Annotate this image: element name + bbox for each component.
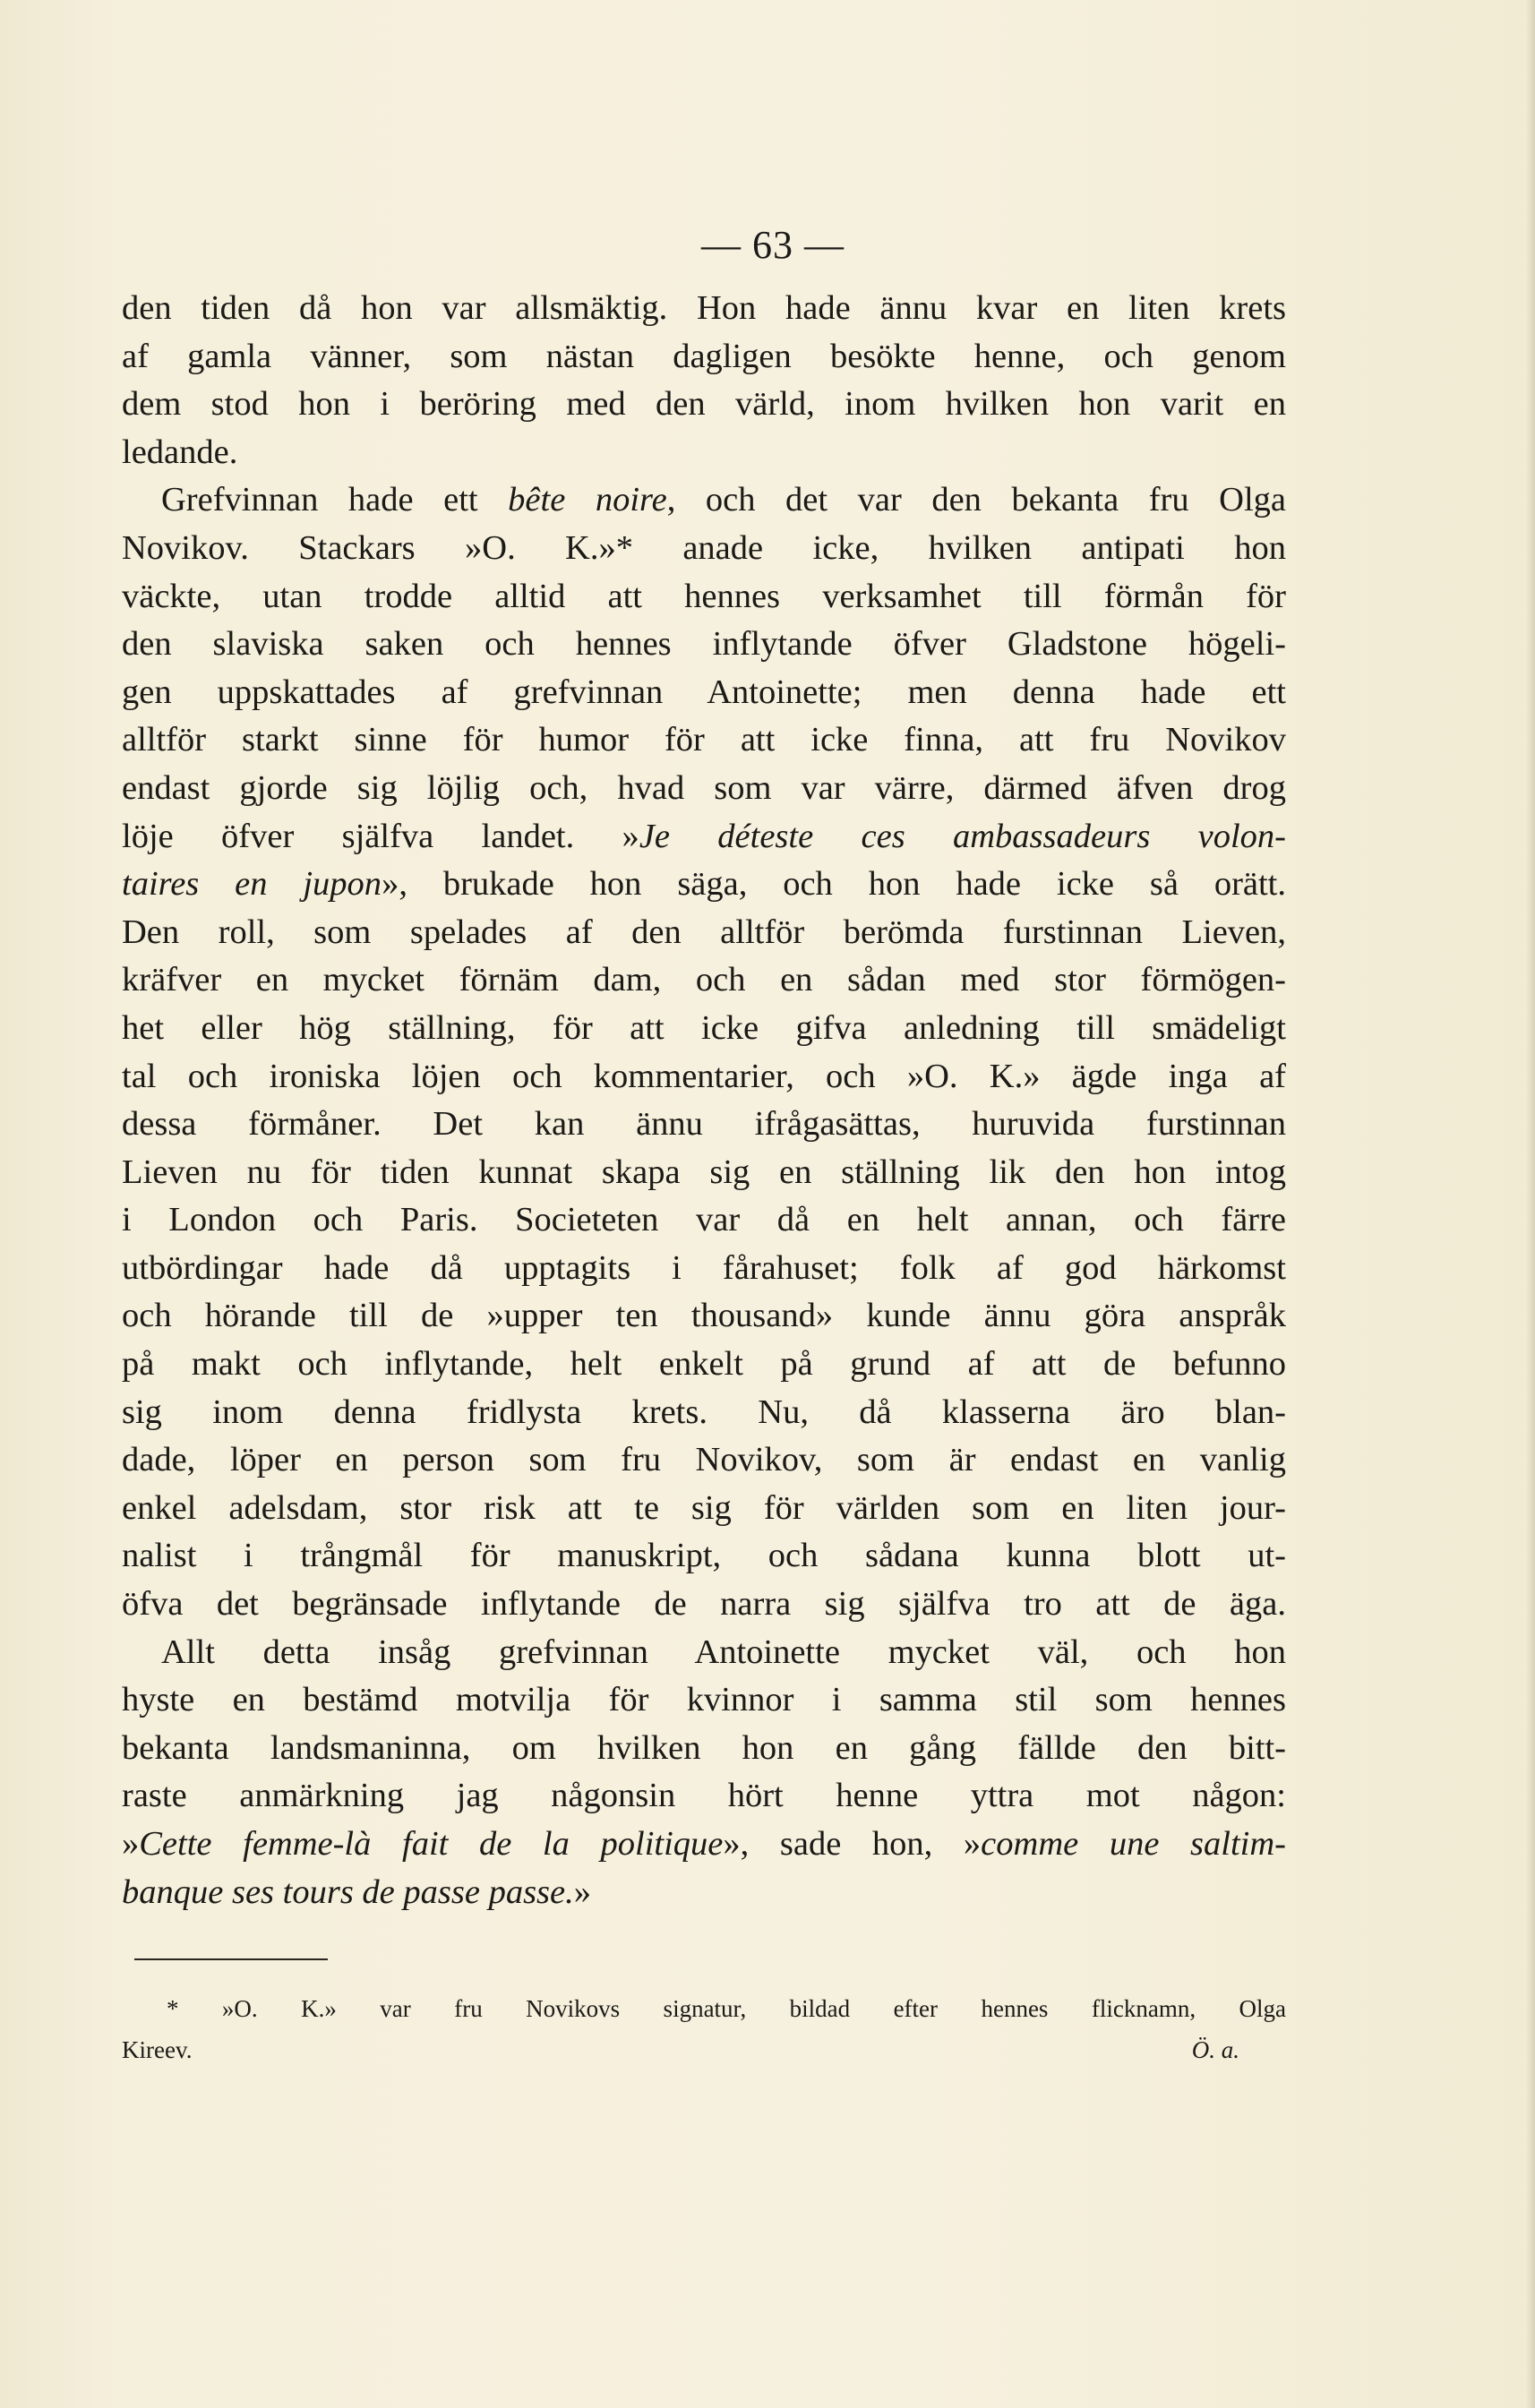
body-text (122, 285, 1286, 1916)
text-line: dessa förmåner. Det kan ännu ifrågasättas, huruvida furstinnan (122, 1105, 1286, 1144)
text-line: af gamla vänner, som nästan dagligen besökte henne, och genom (122, 337, 1286, 375)
text-line: dade, löper en person som fru Novikov, som är endast en vanlig (122, 1441, 1286, 1479)
text-line: på makt och inflytande, helt enkelt på grund af att de befunno (122, 1345, 1286, 1384)
text-line: taires en jupon», brukade hon säga, och hon hade icke så orätt. (122, 865, 1286, 904)
italic-phrase: Cette femme-là fait de la politique (139, 1825, 724, 1863)
text-line: den slaviska saken och hennes inflytande öfver Gladstone högeli- (122, 625, 1286, 664)
text-line: »Cette femme-là fait de la politique», sade hon, »comme une saltim- (122, 1825, 1286, 1863)
text-line: Novikov. Stackars »O. K.»* anade icke, hvilken antipati hon (122, 528, 1286, 567)
text-line: nalist i trångmål för manuskript, och sådana kunna blott ut- (122, 1537, 1286, 1575)
italic-phrase: Je déteste ces ambassadeurs volon- (639, 817, 1286, 855)
text-line: enkel adelsdam, stor risk att te sig för världen som en liten jour- (122, 1488, 1286, 1527)
text-line: sig inom denna fridlysta krets. Nu, då klasserna äro blan- (122, 1393, 1286, 1431)
footnote-signature: Ö. a. (1191, 2036, 1239, 2063)
italic-phrase: bête noire (508, 481, 667, 519)
text-line: den tiden då hon var allsmäktig. Hon hade ännu kvar en liten krets (122, 289, 1286, 327)
text-line: Grefvinnan hade ett bête noire, och det var den bekanta fru Olga (161, 481, 1287, 519)
text-line: Allt detta insåg grefvinnan Antoinette mycket väl, och hon (161, 1632, 1286, 1671)
text-line: tal och ironiska löjen och kommentarier, och »O. K.» ägde inga af (122, 1057, 1286, 1095)
text-line: alltför starkt sinne för humor för att icke finna, att fru Novikov (122, 721, 1286, 759)
text-line: ledande. (122, 433, 238, 471)
text-line: väckte, utan trodde alltid att hennes verksamhet till förmån för (122, 577, 1286, 615)
italic-phrase: comme une saltim- (981, 1825, 1286, 1863)
italic-phrase: banque ses tours de passe passe. (122, 1872, 574, 1911)
text-line: Lieven nu för tiden kunnat skapa sig en ställning lik den hon intog (122, 1153, 1286, 1191)
text-line: gen uppskattades af grefvinnan Antoinette; men denna hade ett (122, 673, 1286, 711)
text-line: utbördingar hade då upptagits i fårahuset; folk af god härkomst (122, 1248, 1286, 1287)
italic-phrase: taires en jupon (122, 865, 382, 904)
text-line: hyste en bestämd motvilja för kvinnor i samma stil som hennes (122, 1681, 1286, 1719)
page-number: — 63 — (701, 223, 845, 267)
text-line: och hörande till de »upper ten thousand» kunde ännu göra anspråk (122, 1297, 1286, 1335)
text-line: endast gjorde sig löjlig och, hvad som var värre, därmed äfven drog (122, 768, 1286, 807)
footnote-line: * »O. K.» var fru Novikovs signatur, bildad efter hennes flicknamn, Olga (167, 1995, 1286, 2022)
text-line: dem stod hon i beröring med den värld, inom hvilken hon varit en (122, 385, 1286, 424)
page-edge-shadow (1526, 0, 1535, 2408)
text-line: löje öfver själfva landet. »Je déteste ces ambassadeurs volon- (122, 817, 1286, 855)
footnote (122, 1988, 1286, 2070)
text-line: het eller hög ställning, för att icke gifva anledning till smädeligt (122, 1008, 1286, 1047)
text-line: banque ses tours de passe passe.» (122, 1872, 591, 1911)
text-line: i London och Paris. Societeten var då en helt annan, och färre (122, 1201, 1286, 1239)
text-line: öfva det begränsade inflytande de narra sig själfva tro att de äga. (122, 1585, 1286, 1624)
text-line: kräfver en mycket förnäm dam, och en sådan med stor förmögen- (122, 961, 1286, 999)
footnote-line: Kireev. Ö. a. (122, 2029, 1286, 2070)
text-line: Den roll, som spelades af den alltför berömda furstinnan Lieven, (122, 913, 1286, 951)
text-line: raste anmärkning jag någonsin hört henne yttra mot någon: (122, 1777, 1286, 1815)
text-line: bekanta landsmaninna, om hvilken hon en gång fällde den bitt- (122, 1728, 1286, 1767)
footnote-divider (134, 1958, 328, 1960)
